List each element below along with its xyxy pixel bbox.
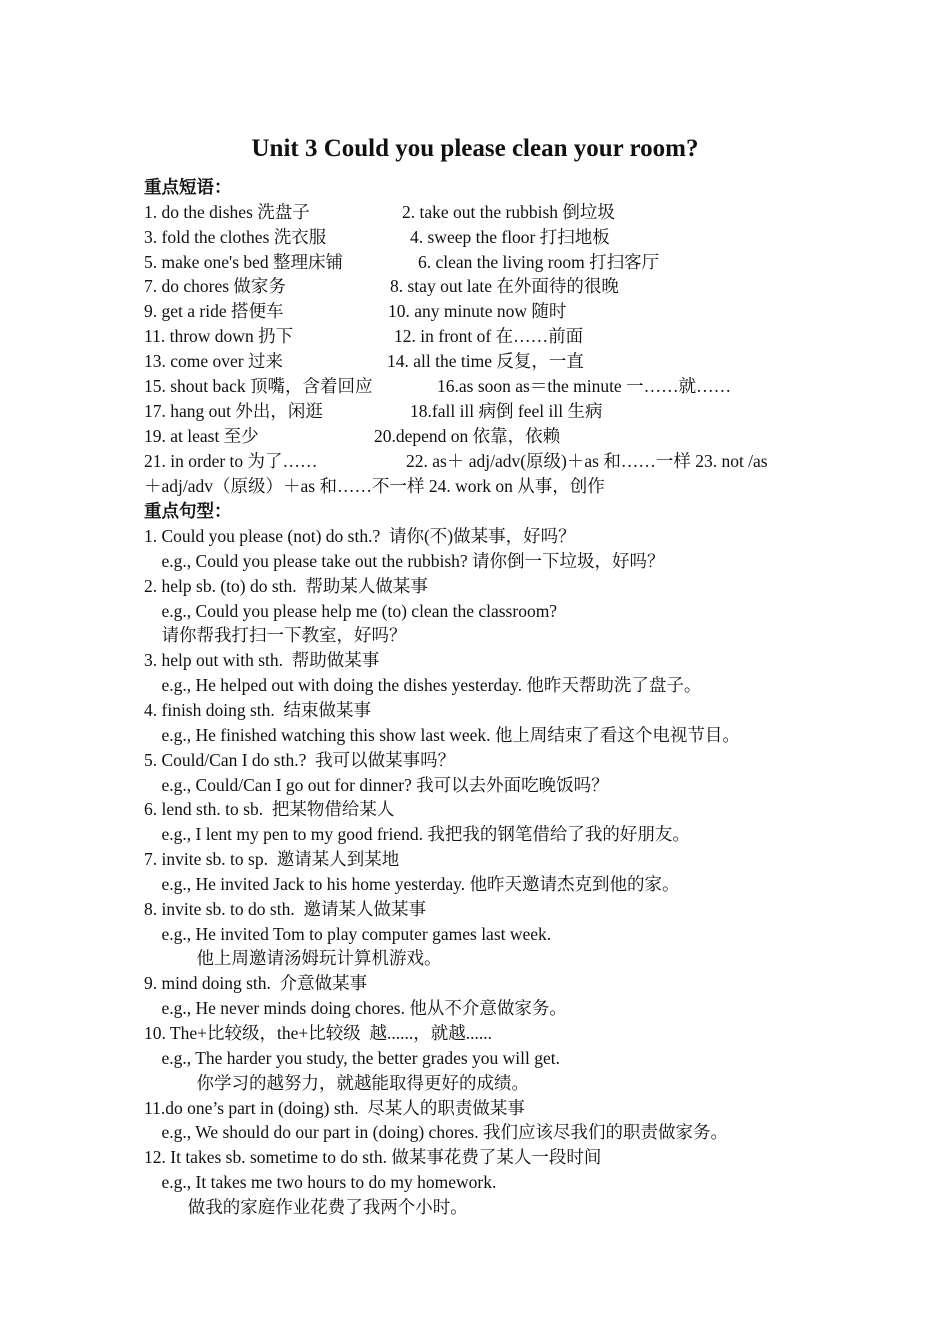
sentence-line: 7. invite sb. to sp. 邀请某人到某地: [144, 849, 400, 869]
sentence-line: 请你帮我打扫一下教室，好吗？: [144, 625, 407, 645]
phrase-item: 2. take out the rubbish 倒垃圾: [402, 202, 615, 222]
sentence-line: e.g., Could you please help me (to) clean the classroom?: [144, 601, 558, 621]
phrases-heading: 重点短语：: [144, 177, 232, 197]
sentence-line: e.g., He never minds doing chores. 他从不介意做家务。: [144, 998, 567, 1018]
phrase-item: 15. shout back 顶嘴，含着回应: [144, 376, 373, 396]
phrase-item: 1. do the dishes 洗盘子: [144, 202, 310, 222]
sentence-line: e.g., Could you please take out the rubbish? 请你倒一下垃圾，好吗？: [144, 551, 665, 571]
sentence-line: e.g., We should do our part in (doing) chores. 我们应该尽我们的职责做家务。: [144, 1122, 728, 1142]
sentence-line: 12. It takes sb. sometime to do sth. 做某事花费了某人一段时间: [144, 1147, 602, 1167]
phrase-item: 11. throw down 扔下: [144, 326, 294, 346]
phrase-row: [144, 299, 567, 323]
phrase-item: 18.fall ill 病倒 feel ill 生病: [410, 401, 603, 421]
phrase-item: 7. do chores 做家务: [144, 276, 286, 296]
sentence-line: e.g., He invited Jack to his home yesterday. 他昨天邀请杰克到他的家。: [144, 874, 680, 894]
phrase-item: 22. as＋ adj/adv(原级)＋as 和……一样 23. not /as: [406, 451, 768, 471]
sentence-line: 10. The+比较级，the+比较级 越......，就越......: [144, 1023, 493, 1043]
phrase-item: 5. make one's bed 整理床铺: [144, 252, 344, 272]
phrase-item: 10. any minute now 随时: [388, 301, 567, 321]
sentence-line: 3. help out with sth. 帮助做某事: [144, 650, 380, 670]
phrase-row: [144, 399, 603, 423]
phrase-item: 16.as soon as＝the minute 一……就……: [437, 376, 732, 396]
sentence-line: 11.do one’s part in (doing) sth. 尽某人的职责做某事: [144, 1098, 525, 1118]
phrase-row: [144, 250, 660, 274]
phrase-row: [144, 200, 615, 224]
phrase-row: [144, 324, 584, 348]
phrase-row: [144, 424, 561, 448]
sentence-line: e.g., He finished watching this show last week. 他上周结束了看这个电视节目。: [144, 725, 740, 745]
phrase-item: 13. come over 过来: [144, 351, 283, 371]
sentence-line: 1. Could you please (not) do sth.? 请你(不)做某事，好吗？: [144, 526, 576, 546]
sentence-line: 6. lend sth. to sb. 把某物借给某人: [144, 799, 395, 819]
phrase-item: 19. at least 至少: [144, 426, 259, 446]
phrase-item: 21. in order to 为了……: [144, 451, 318, 471]
sentence-line: e.g., The harder you study, the better grades you will get.: [144, 1048, 561, 1068]
sentence-line: e.g., He helped out with doing the dishes yesterday. 他昨天帮助洗了盘子。: [144, 675, 702, 695]
sentence-line: 他上周邀请汤姆玩计算机游戏。: [144, 948, 442, 968]
phrase-row: [144, 349, 584, 373]
phrase-item: 17. hang out 外出，闲逛: [144, 401, 323, 421]
phrase-item: 6. clean the living room 打扫客厅: [418, 252, 660, 272]
phrase-item: 9. get a ride 搭便车: [144, 301, 284, 321]
phrase-row: [144, 374, 732, 398]
page-title: Unit 3 Could you please clean your room?: [251, 135, 699, 162]
sentence-line: 9. mind doing sth. 介意做某事: [144, 973, 368, 993]
phrase-row: [144, 225, 610, 249]
sentence-line: e.g., He invited Tom to play computer games last week.: [144, 924, 552, 944]
sentence-line: e.g., It takes me two hours to do my homework.: [144, 1172, 497, 1192]
phrase-item: 8. stay out late 在外面待的很晚: [390, 276, 619, 296]
sentence-line: 你学习的越努力，就越能取得更好的成绩。: [144, 1073, 529, 1093]
phrase-item: 14. all the time 反复，一直: [387, 351, 584, 371]
sentence-line: 2. help sb. (to) do sth. 帮助某人做某事: [144, 576, 428, 596]
phrase-continuation: ＋adj/adv（原级）＋as 和……不一样 24. work on 从事，创作: [144, 476, 605, 496]
phrase-row: [144, 274, 619, 298]
sentence-line: 5. Could/Can I do sth.? 我可以做某事吗？: [144, 750, 456, 770]
phrase-row: [144, 449, 768, 473]
phrase-item: 20.depend on 依靠，依赖: [374, 426, 561, 446]
sentence-line: 8. invite sb. to do sth. 邀请某人做某事: [144, 899, 426, 919]
sentences-heading: 重点句型：: [144, 501, 232, 521]
sentence-line: e.g., I lent my pen to my good friend. 我把我的钢笔借给了我的好朋友。: [144, 824, 690, 844]
sentence-line: 做我的家庭作业花费了我两个小时。: [144, 1197, 468, 1217]
phrase-item: 3. fold the clothes 洗衣服: [144, 227, 327, 247]
phrase-item: 4. sweep the floor 打扫地板: [410, 227, 610, 247]
sentence-line: e.g., Could/Can I go out for dinner? 我可以去外面吃晚饭吗？: [144, 775, 609, 795]
phrase-item: 12. in front of 在……前面: [394, 326, 584, 346]
sentence-line: 4. finish doing sth. 结束做某事: [144, 700, 372, 720]
